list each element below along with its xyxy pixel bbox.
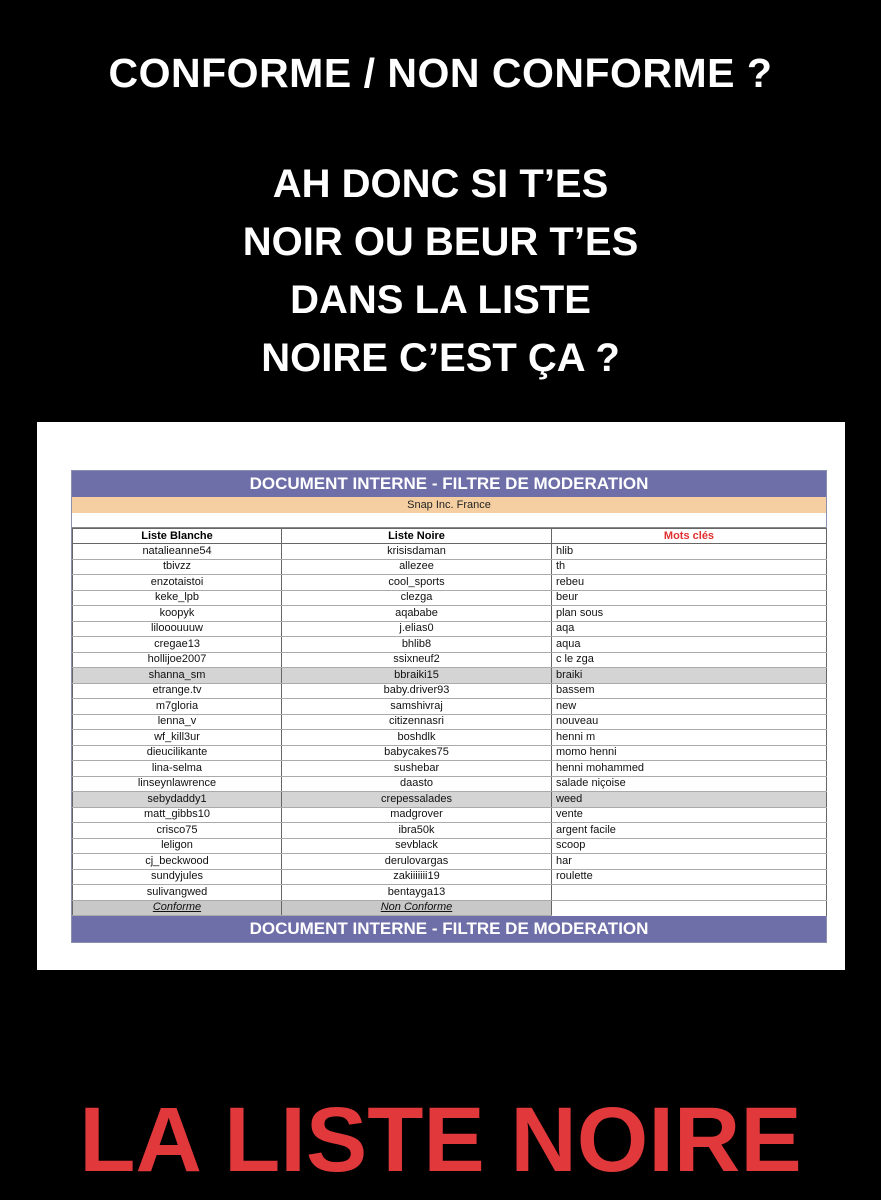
table-row [73,637,827,653]
blacklist-cell: j.elias0 [282,621,552,637]
whitelist-cell: cregae13 [73,637,282,653]
table-row [73,699,827,715]
table-row [73,869,827,885]
keyword-cell: momo henni [552,745,827,761]
whitelist-cell: matt_gibbs10 [73,807,282,823]
table-row [73,575,827,591]
blacklist-cell: krisisdaman [282,544,552,560]
whitelist-cell: leligon [73,838,282,854]
whitelist-cell: tbivzz [73,559,282,575]
whitelist-cell: linseynlawrence [73,776,282,792]
table-row [73,621,827,637]
moderation-document [71,470,827,943]
blacklist-cell: baby.driver93 [282,683,552,699]
keyword-cell: aqua [552,637,827,653]
headline: CONFORME / NON CONFORME ? [108,50,773,96]
table-row [73,807,827,823]
keyword-cell: rebeu [552,575,827,591]
blacklist-cell: aqababe [282,606,552,622]
keyword-cell: har [552,854,827,870]
keyword-cell: hlib [552,544,827,560]
blacklist-cell: bentayga13 [282,885,552,901]
keyword-cell: scoop [552,838,827,854]
whitelist-cell: sulivangwed [73,885,282,901]
whitelist-cell: lilooouuuw [73,621,282,637]
whitelist-cell: cj_beckwood [73,854,282,870]
keyword-cell: weed [552,792,827,808]
whitelist-cell: enzotaistoi [73,575,282,591]
table-row [73,823,827,839]
footer-non-conforme: Non Conforme [282,900,552,916]
keyword-cell: argent facile [552,823,827,839]
keyword-cell: vente [552,807,827,823]
table-row [73,745,827,761]
keyword-cell: henni mohammed [552,761,827,777]
table-row [73,854,827,870]
table-row [73,792,827,808]
blacklist-cell: cool_sports [282,575,552,591]
whitelist-cell: keke_lpb [73,590,282,606]
table-row [73,776,827,792]
blacklist-cell: samshivraj [282,699,552,715]
whitelist-cell: natalieanne54 [73,544,282,560]
blacklist-cell: ibra50k [282,823,552,839]
header-blacklist: Liste Noire [282,529,552,544]
keyword-cell [552,885,827,901]
blacklist-cell: crepessalades [282,792,552,808]
keyword-cell: nouveau [552,714,827,730]
table-row [73,885,827,901]
blacklist-cell: madgrover [282,807,552,823]
whitelist-cell: dieucilikante [73,745,282,761]
keyword-cell: c le zga [552,652,827,668]
document-banner-top: DOCUMENT INTERNE - FILTRE DE MODERATION [72,471,826,497]
blacklist-cell: derulovargas [282,854,552,870]
table-row [73,652,827,668]
keyword-cell: braiki [552,668,827,684]
blacklist-cell: sushebar [282,761,552,777]
whitelist-cell: sundyjules [73,869,282,885]
subhead-line: NOIRE C’EST ÇA ? [261,336,620,380]
table-footer-row [73,900,827,916]
whitelist-cell: lenna_v [73,714,282,730]
table-row [73,683,827,699]
blacklist-cell: zakiiiiiii19 [282,869,552,885]
whitelist-cell: crisco75 [73,823,282,839]
subhead [0,155,881,387]
whitelist-cell: shanna_sm [73,668,282,684]
keyword-cell: bassem [552,683,827,699]
whitelist-cell: m7gloria [73,699,282,715]
moderation-table [72,528,827,916]
blacklist-cell: babycakes75 [282,745,552,761]
whitelist-cell: koopyk [73,606,282,622]
page-title: LA LISTE NOIRE [79,1089,802,1191]
blacklist-cell: bbraiki15 [282,668,552,684]
blacklist-cell: allezee [282,559,552,575]
blacklist-cell: boshdlk [282,730,552,746]
table-row [73,761,827,777]
whitelist-cell: etrange.tv [73,683,282,699]
keyword-cell: roulette [552,869,827,885]
keyword-cell: th [552,559,827,575]
whitelist-cell: sebydaddy1 [73,792,282,808]
keyword-cell: plan sous [552,606,827,622]
keyword-cell: beur [552,590,827,606]
header-whitelist: Liste Blanche [73,529,282,544]
keyword-cell: new [552,699,827,715]
whitelist-cell: wf_kill3ur [73,730,282,746]
header-keywords: Mots clés [552,529,827,544]
spacer-row [72,513,826,528]
blacklist-cell: daasto [282,776,552,792]
subhead-line: NOIR OU BEUR T’ES [242,220,639,264]
keyword-cell: aqa [552,621,827,637]
whitelist-cell: hollijoe2007 [73,652,282,668]
footer-conforme: Conforme [73,900,282,916]
table-row [73,714,827,730]
table-row [73,730,827,746]
keyword-cell: henni m [552,730,827,746]
company-band: Snap Inc. France [72,497,826,513]
blacklist-cell: ssixneuf2 [282,652,552,668]
whitelist-cell: lina-selma [73,761,282,777]
table-row [73,668,827,684]
subhead-line: AH DONC SI T’ES [272,162,609,206]
blacklist-cell: bhlib8 [282,637,552,653]
table-row [73,544,827,560]
table-header-row [73,529,827,544]
blacklist-cell: sevblack [282,838,552,854]
table-row [73,838,827,854]
blacklist-cell: clezga [282,590,552,606]
table-row [73,606,827,622]
document-banner-bottom: DOCUMENT INTERNE - FILTRE DE MODERATION [72,916,826,942]
table-row [73,590,827,606]
blacklist-cell: citizennasri [282,714,552,730]
table-row [73,559,827,575]
footer-empty-cell [552,900,827,916]
keyword-cell: salade niçoise [552,776,827,792]
subhead-line: DANS LA LISTE [290,278,591,322]
document-image [37,422,845,970]
